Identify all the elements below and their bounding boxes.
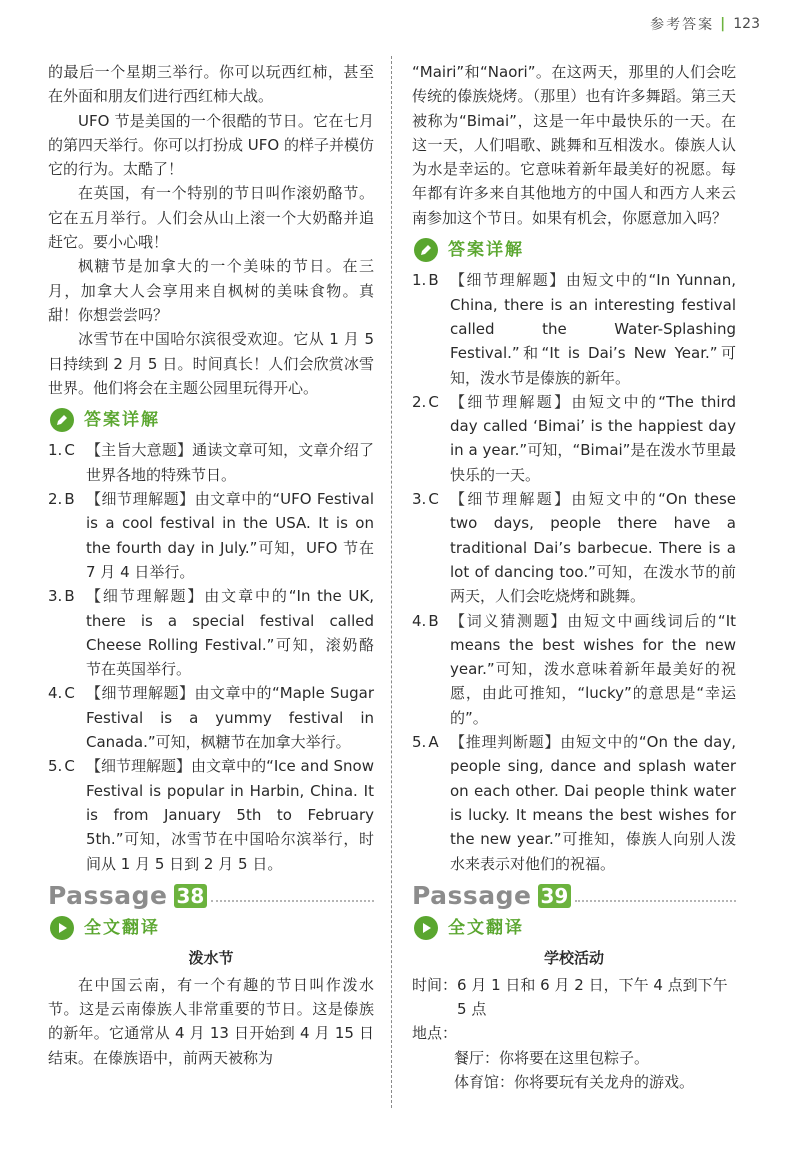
answer-item <box>48 584 374 681</box>
answer-letter: C <box>64 757 75 776</box>
dotted-rule <box>575 900 736 902</box>
answer-item <box>48 754 374 875</box>
right-column <box>412 60 736 1094</box>
answer-number: 2. <box>412 392 427 411</box>
answer-item <box>412 390 736 487</box>
translation-title: 学校活动 <box>543 949 604 968</box>
answer-number: 1. <box>48 441 63 460</box>
question-type: 【细节理解题】 <box>86 587 205 606</box>
answer-item <box>412 730 736 876</box>
passage-heading <box>48 880 374 910</box>
answer-letter: B <box>64 490 75 509</box>
play-icon <box>414 916 438 940</box>
header-label: 参考答案 <box>650 17 715 33</box>
translation-heading <box>50 916 374 940</box>
answer-item <box>48 438 374 487</box>
paragraph: 在中国云南，有一个有趣的节日叫作泼水节。这是云南傣族人非常重要的节日。这是傣族的新年。它通常从 4 月 13 日开始到 4 月 15 日结束。在傣族语中，前两天被称为 <box>48 975 374 1067</box>
answer-number: 4. <box>412 611 427 630</box>
translation-heading-label: 全文翻译 <box>448 918 524 939</box>
question-type: 【细节理解题】 <box>86 684 195 703</box>
answer-text: 通读文章可知，文章介绍了世界各地的特殊节日。 <box>86 441 374 484</box>
answer-number: 3. <box>48 587 63 606</box>
passage-heading <box>412 880 736 910</box>
answer-item <box>412 487 736 608</box>
paragraph: “Mairi”和“Naori”。在这两天，那里的人们会吃传统的傣族烧烤。（那里）也有许多舞蹈。第三天被称为“Bimai”，这是一年中最快乐的一天。在这一天，人们唱歌、跳舞和互相泼水。傣族人认为水是幸运的。它意味着新年最美好的祝愿。每年都有许多来自其他地方的中国人和西方人来云南参加这个节日。如果有机会，你愿意加入吗？ <box>412 63 736 227</box>
translation-title: 泼水节 <box>188 949 234 968</box>
answer-text: 由文章中的“UFO Festival is a cool festival in the USA. It is on the fourth day in July.”可知，UFO 节在 7 月 4 日举行。 <box>86 490 374 581</box>
question-type: 【细节理解题】 <box>450 490 572 509</box>
dotted-rule <box>211 900 374 902</box>
answers-heading-label: 答案详解 <box>448 240 524 261</box>
answer-number: 3. <box>412 490 427 509</box>
answer-letter: C <box>428 490 439 509</box>
time-row <box>412 973 736 1022</box>
answer-number: 5. <box>412 733 427 752</box>
translation-heading-label: 全文翻译 <box>84 918 160 939</box>
answer-text: 由文章中的“Maple Sugar Festival is a yummy festival in Canada.”可知，枫糖节在加拿大举行。 <box>86 684 374 752</box>
answer-text: 由文章中的“Ice and Snow Festival is popular in Harbin, China. It is from January 5th to February 5th.”可知，冰雪节在中国哈尔滨举行，时间从 1 月 5 日到 2 月 5 日。 <box>86 757 374 873</box>
answer-item <box>48 681 374 754</box>
passage-word: Passage <box>412 880 532 910</box>
answer-text: 由短文中画线词后的“It means the best wishes for the new year.”可知，泼水意味着新年最美好的祝愿，由此可推知，“lucky”的意思是“幸运的”。 <box>450 611 736 727</box>
header-separator: | <box>720 16 728 32</box>
question-type: 【推理判断题】 <box>450 733 561 752</box>
place-label: 地点： <box>412 1024 458 1043</box>
answers-heading-label: 答案详解 <box>84 410 160 431</box>
answer-text: 由短文中的“The third day called ‘Bimai’ is the happiest day in a year.”可知，“Bimai”是在泼水节里最快乐的一天。 <box>450 392 736 484</box>
pencil-icon <box>414 238 438 262</box>
answer-letter: C <box>64 441 75 460</box>
answer-item <box>48 487 374 584</box>
time-label: 时间： <box>412 975 458 994</box>
question-type: 【主旨大意题】 <box>86 441 193 460</box>
paragraph: 冰雪节在中国哈尔滨很受欢迎。它从 1 月 5 日持续到 2 月 5 日。时间真长！人们会欣赏冰雪世界。他们将会在主题公园里玩得开心。 <box>48 330 374 397</box>
paragraph: 的最后一个星期三举行。你可以玩西红柿，甚至在外面和朋友们进行西红柿大战。 <box>48 63 374 106</box>
question-type: 【词义猜测题】 <box>450 611 568 630</box>
answer-number: 1. <box>412 271 427 290</box>
place-item: 体育馆：你将要玩有关龙舟的游戏。 <box>454 1072 695 1091</box>
answer-letter: C <box>428 392 439 411</box>
place-row <box>412 1021 736 1045</box>
passage-number-badge: 39 <box>538 884 572 908</box>
answer-item <box>412 268 736 389</box>
answer-letter: A <box>428 733 439 752</box>
answers-heading <box>50 408 374 432</box>
answer-letter: B <box>64 587 75 606</box>
translation-heading <box>414 916 736 940</box>
question-type: 【细节理解题】 <box>450 392 572 411</box>
time-text: 6 月 1 日和 6 月 2 日，下午 4 点到下午 5 点 <box>457 975 728 1018</box>
answers-heading <box>414 238 736 262</box>
paragraph: UFO 节是美国的一个很酷的节日。它在七月的第四天举行。你可以打扮成 UFO 的样子并模仿它的行为。太酷了！ <box>48 111 374 179</box>
left-column <box>48 60 374 1070</box>
answer-item <box>412 609 736 730</box>
paragraph: 枫糖节是加拿大的一个美味的节日。在三月，加拿大人会享用来自枫树的美味食物。真甜！你想尝尝吗？ <box>48 257 374 324</box>
pencil-icon <box>50 408 74 432</box>
page-number: 123 <box>733 16 760 32</box>
answer-number: 4. <box>48 684 63 703</box>
question-type: 【细节理解题】 <box>86 757 192 776</box>
answer-letter: B <box>428 271 439 290</box>
question-type: 【细节理解题】 <box>86 490 195 509</box>
place-item: 餐厅：你将要在这里包粽子。 <box>454 1048 650 1067</box>
answer-text: 由短文中的“In Yunnan, China, there is an interesting festival called the Water-Splashing Festival.”和“It is Dai’s New Year.”可知，泼水节是傣族的新年。 <box>450 271 736 387</box>
answer-letter: C <box>64 684 75 703</box>
passage-word: Passage <box>48 880 168 910</box>
play-icon <box>50 916 74 940</box>
answer-text: 由短文中的“On these two days, people there have a traditional Dai’s barbecue. There is a lot of dancing too.”可知，在泼水节的前两天，人们会吃烧烤和跳舞。 <box>450 490 736 606</box>
answer-text: 由短文中的“On the day, people sing, dance and splash water on each other. Dai people think water is lucky. It means the best wishes for the new year.”可推知，傣族人向别人泼水来表示对他们的祝福。 <box>450 733 736 873</box>
answer-number: 2. <box>48 490 63 509</box>
column-divider <box>391 56 392 1108</box>
answer-letter: B <box>428 611 439 630</box>
question-type: 【细节理解题】 <box>450 271 566 290</box>
paragraph: 在英国，有一个特别的节日叫作滚奶酪节。它在五月举行。人们会从山上滚一个大奶酪并追赶它。要小心哦！ <box>48 184 374 252</box>
page-header <box>650 14 760 34</box>
answer-number: 5. <box>48 757 63 776</box>
passage-number-badge: 38 <box>174 884 208 908</box>
answer-text: 由文章中的“In the UK, there is a special festival called Cheese Rolling Festival.”可知，滚奶酪节在英国举行。 <box>86 587 374 679</box>
